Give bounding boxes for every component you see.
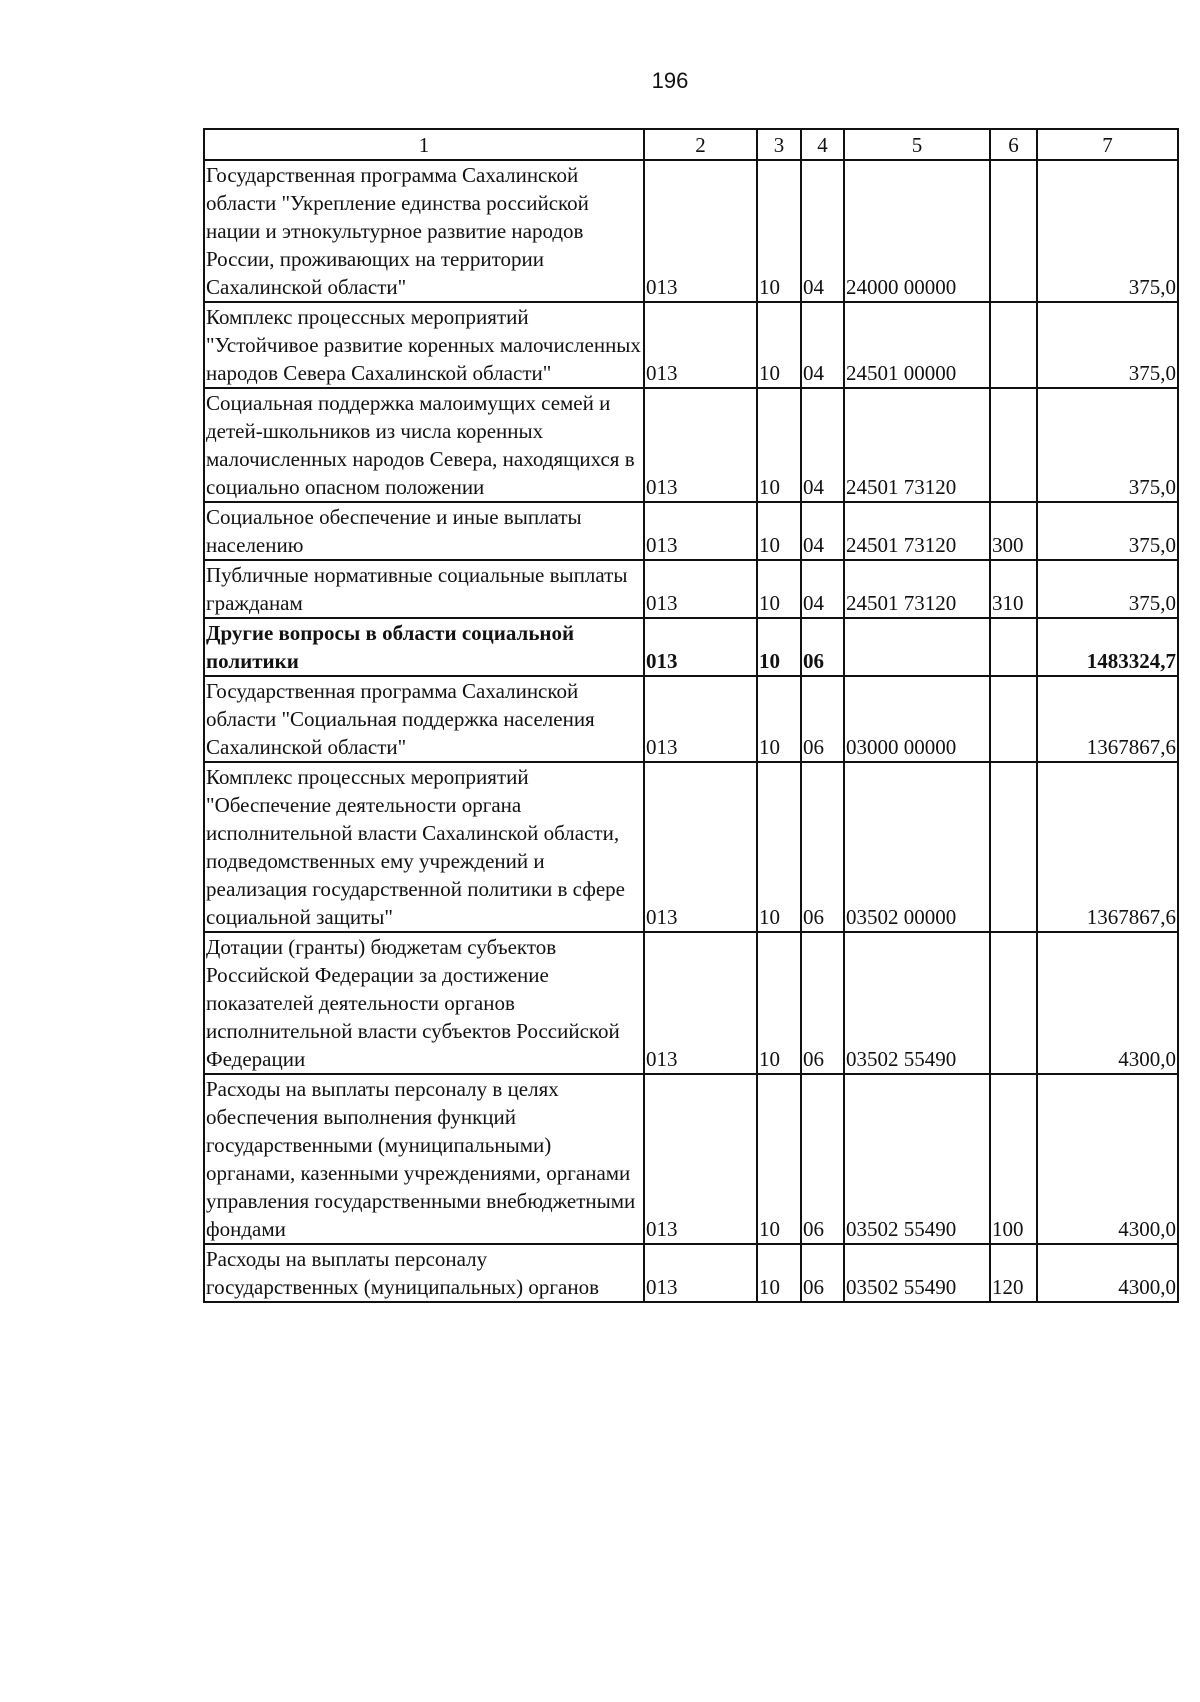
target-article-code: 03000 00000 <box>844 676 990 762</box>
target-article-code: 24501 73120 <box>844 388 990 502</box>
column-header-2: 2 <box>644 129 757 160</box>
expense-type-code <box>990 618 1037 676</box>
expense-type-code: 310 <box>990 560 1037 618</box>
amount: 375,0 <box>1037 302 1178 388</box>
target-article-code: 03502 55490 <box>844 932 990 1074</box>
table-row <box>204 932 1178 1074</box>
ministry-code: 013 <box>644 388 757 502</box>
table-row <box>204 388 1178 502</box>
amount: 375,0 <box>1037 560 1178 618</box>
target-article-code: 03502 00000 <box>844 762 990 932</box>
ministry-code: 013 <box>644 302 757 388</box>
expense-type-code <box>990 302 1037 388</box>
target-article-code: 24501 73120 <box>844 560 990 618</box>
row-description: Другие вопросы в области социальной политики <box>204 618 644 676</box>
expense-type-code <box>990 932 1037 1074</box>
target-article-code: 03502 55490 <box>844 1244 990 1302</box>
page-number: 196 <box>651 68 689 93</box>
subsection-code: 06 <box>801 762 844 932</box>
target-article-code: 24501 00000 <box>844 302 990 388</box>
target-article-code: 24000 00000 <box>844 160 990 302</box>
amount: 4300,0 <box>1037 932 1178 1074</box>
amount: 1367867,6 <box>1037 676 1178 762</box>
target-article-code <box>844 618 990 676</box>
amount: 375,0 <box>1037 388 1178 502</box>
ministry-code: 013 <box>644 560 757 618</box>
subsection-code: 06 <box>801 618 844 676</box>
section-code: 10 <box>757 502 801 560</box>
expense-type-code: 120 <box>990 1244 1037 1302</box>
expense-type-code: 100 <box>990 1074 1037 1244</box>
row-description: Комплекс процессных мероприятий "Обеспечение деятельности органа исполнительной власти Сахалинской области, подведомственных ему учреждений и реализация государственной политики в сфере социальной защиты" <box>204 762 644 932</box>
expense-type-code <box>990 676 1037 762</box>
table-row <box>204 1244 1178 1302</box>
ministry-code: 013 <box>644 1074 757 1244</box>
row-description: Государственная программа Сахалинской области "Социальная поддержка населения Сахалинской области" <box>204 676 644 762</box>
amount: 1367867,6 <box>1037 762 1178 932</box>
column-header-1: 1 <box>204 129 644 160</box>
table-row <box>204 1074 1178 1244</box>
row-description: Публичные нормативные социальные выплаты гражданам <box>204 560 644 618</box>
column-header-7: 7 <box>1037 129 1178 160</box>
section-code: 10 <box>757 160 801 302</box>
section-code: 10 <box>757 762 801 932</box>
section-code: 10 <box>757 618 801 676</box>
row-description: Расходы на выплаты персоналу в целях обеспечения выполнения функций государственными (муниципальными) органами, казенными учреждениями, органами управления государственными внебюджетными фондами <box>204 1074 644 1244</box>
row-description: Социальное обеспечение и иные выплаты населению <box>204 502 644 560</box>
table-row <box>204 762 1178 932</box>
ministry-code: 013 <box>644 502 757 560</box>
row-description: Социальная поддержка малоимущих семей и детей-школьников из числа коренных малочисленных народов Севера, находящихся в социально опасном положении <box>204 388 644 502</box>
subsection-code: 04 <box>801 502 844 560</box>
table-row <box>204 676 1178 762</box>
column-header-5: 5 <box>844 129 990 160</box>
ministry-code: 013 <box>644 160 757 302</box>
amount: 375,0 <box>1037 160 1178 302</box>
subsection-code: 04 <box>801 160 844 302</box>
amount: 375,0 <box>1037 502 1178 560</box>
subsection-code: 04 <box>801 388 844 502</box>
row-description: Комплекс процессных мероприятий "Устойчивое развитие коренных малочисленных народов Севера Сахалинской области" <box>204 302 644 388</box>
section-code: 10 <box>757 676 801 762</box>
ministry-code: 013 <box>644 618 757 676</box>
expense-type-code <box>990 388 1037 502</box>
column-header-6: 6 <box>990 129 1037 160</box>
ministry-code: 013 <box>644 932 757 1074</box>
amount: 1483324,7 <box>1037 618 1178 676</box>
subsection-code: 06 <box>801 932 844 1074</box>
table-body <box>204 160 1178 1302</box>
table-row <box>204 502 1178 560</box>
subsection-code: 06 <box>801 1074 844 1244</box>
ministry-code: 013 <box>644 676 757 762</box>
expense-type-code <box>990 762 1037 932</box>
column-header-3: 3 <box>757 129 801 160</box>
subsection-code: 04 <box>801 302 844 388</box>
table-row <box>204 560 1178 618</box>
budget-table <box>203 128 1179 1303</box>
section-code: 10 <box>757 302 801 388</box>
row-description: Расходы на выплаты персоналу государственных (муниципальных) органов <box>204 1244 644 1302</box>
table-header-row <box>204 129 1178 160</box>
section-code: 10 <box>757 932 801 1074</box>
section-code: 10 <box>757 1244 801 1302</box>
expense-type-code: 300 <box>990 502 1037 560</box>
expense-type-code <box>990 160 1037 302</box>
subsection-code: 06 <box>801 1244 844 1302</box>
target-article-code: 03502 55490 <box>844 1074 990 1244</box>
ministry-code: 013 <box>644 1244 757 1302</box>
row-description: Дотации (гранты) бюджетам субъектов Российской Федерации за достижение показателей деятельности органов исполнительной власти субъектов Российской Федерации <box>204 932 644 1074</box>
amount: 4300,0 <box>1037 1074 1178 1244</box>
amount: 4300,0 <box>1037 1244 1178 1302</box>
ministry-code: 013 <box>644 762 757 932</box>
table-row <box>204 302 1178 388</box>
section-code: 10 <box>757 560 801 618</box>
section-code: 10 <box>757 1074 801 1244</box>
subsection-code: 06 <box>801 676 844 762</box>
table-row <box>204 618 1178 676</box>
row-description: Государственная программа Сахалинской области "Укрепление единства российской нации и этнокультурное развитие народов России, проживающих на территории Сахалинской области" <box>204 160 644 302</box>
table-row <box>204 160 1178 302</box>
column-header-4: 4 <box>801 129 844 160</box>
section-code: 10 <box>757 388 801 502</box>
target-article-code: 24501 73120 <box>844 502 990 560</box>
subsection-code: 04 <box>801 560 844 618</box>
